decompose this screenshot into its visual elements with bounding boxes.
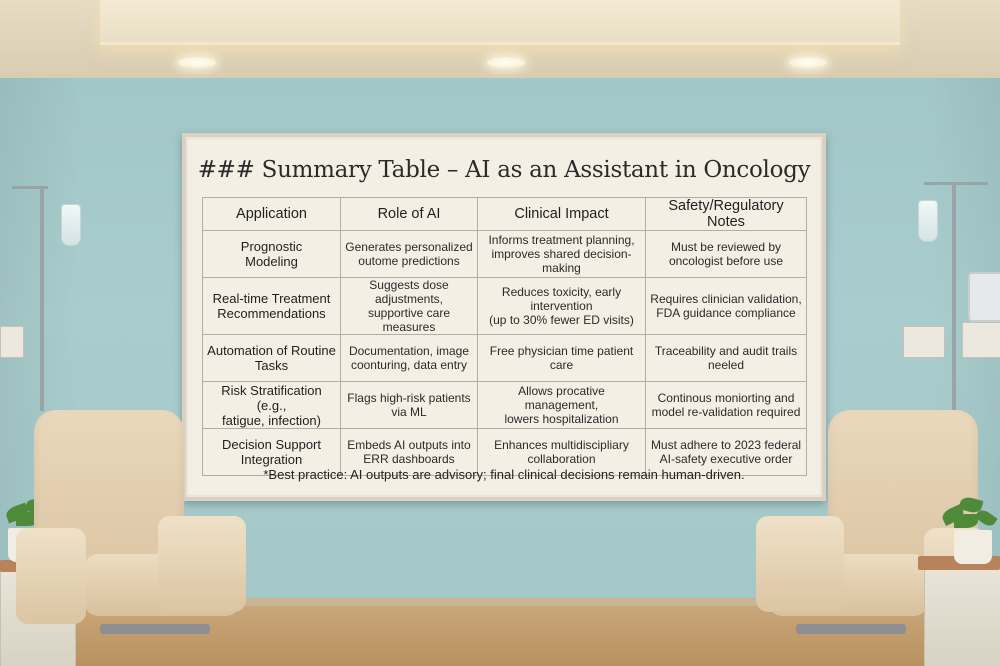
- cell-application: Risk Stratification (e.g., fatigue, infection): [203, 382, 341, 429]
- cell-application: Prognostic Modeling: [203, 231, 341, 278]
- table-row: [203, 382, 807, 429]
- board-footnote: *Best practice: AI outputs are advisory; final clinical decisions remain human-driven.: [263, 467, 745, 482]
- cell-impact: Informs treatment planning, improves shared decision-making: [478, 231, 646, 278]
- wall-outlet: [903, 326, 945, 358]
- cell-impact: Reduces toxicity, early intervention (up to 30% fewer ED visits): [478, 278, 646, 335]
- iv-pole: [40, 186, 44, 411]
- cell-role: Generates personalized outome predictions: [341, 231, 478, 278]
- cell-role: Embeds AI outputs into ERR dashboards: [341, 429, 478, 476]
- recliner-chair: [10, 408, 250, 648]
- cell-application: Decision Support Integration: [203, 429, 341, 476]
- cell-role: Suggests dose adjustments, supportive care measures: [341, 278, 478, 335]
- iv-bag: [61, 204, 81, 246]
- cell-role: Documentation, image coonturing, data entry: [341, 335, 478, 382]
- cell-safety: Traceability and audit trails neeled: [646, 335, 807, 382]
- wall-outlet: [0, 326, 24, 358]
- summary-table: [202, 197, 807, 476]
- iv-pole-arm: [924, 182, 988, 185]
- patient-monitor: [968, 272, 1000, 322]
- header-role-of-ai: Role of AI: [341, 198, 478, 231]
- ceiling-light: [487, 57, 525, 68]
- table-row: [203, 335, 807, 382]
- medical-gas-outlet: [962, 322, 1000, 358]
- table-header-row: [203, 198, 807, 231]
- cell-role: Flags high-risk patients via ML: [341, 382, 478, 429]
- summary-board: [182, 133, 826, 501]
- side-cabinet: [924, 568, 1000, 666]
- ceiling-light: [789, 57, 827, 68]
- cell-impact: Enhances multidiscipliary collaboration: [478, 429, 646, 476]
- ceiling-light: [178, 57, 216, 68]
- header-clinical-impact: Clinical Impact: [478, 198, 646, 231]
- cell-impact: Allows procative management, lowers hospitalization: [478, 382, 646, 429]
- header-application: Application: [203, 198, 341, 231]
- cell-safety: Must adhere to 2023 federal AI-safety executive order: [646, 429, 807, 476]
- iv-pole: [952, 182, 956, 412]
- cell-safety: Continous moniorting and model re-validation required: [646, 382, 807, 429]
- plant-icon: [940, 496, 1000, 536]
- cell-application: Automation of Routine Tasks: [203, 335, 341, 382]
- cell-safety: Requires clinician validation, FDA guidance compliance: [646, 278, 807, 335]
- cell-application: Real-time Treatment Recommendations: [203, 278, 341, 335]
- cell-impact: Free physician time patient care: [478, 335, 646, 382]
- table-row: [203, 231, 807, 278]
- header-safety-notes: Safety/Regulatory Notes: [646, 198, 807, 231]
- table-row: [203, 278, 807, 335]
- iv-bag: [918, 200, 938, 242]
- cell-safety: Must be reviewed by oncologist before use: [646, 231, 807, 278]
- board-title: ### Summary Table – AI as an Assistant in Oncology: [197, 157, 811, 183]
